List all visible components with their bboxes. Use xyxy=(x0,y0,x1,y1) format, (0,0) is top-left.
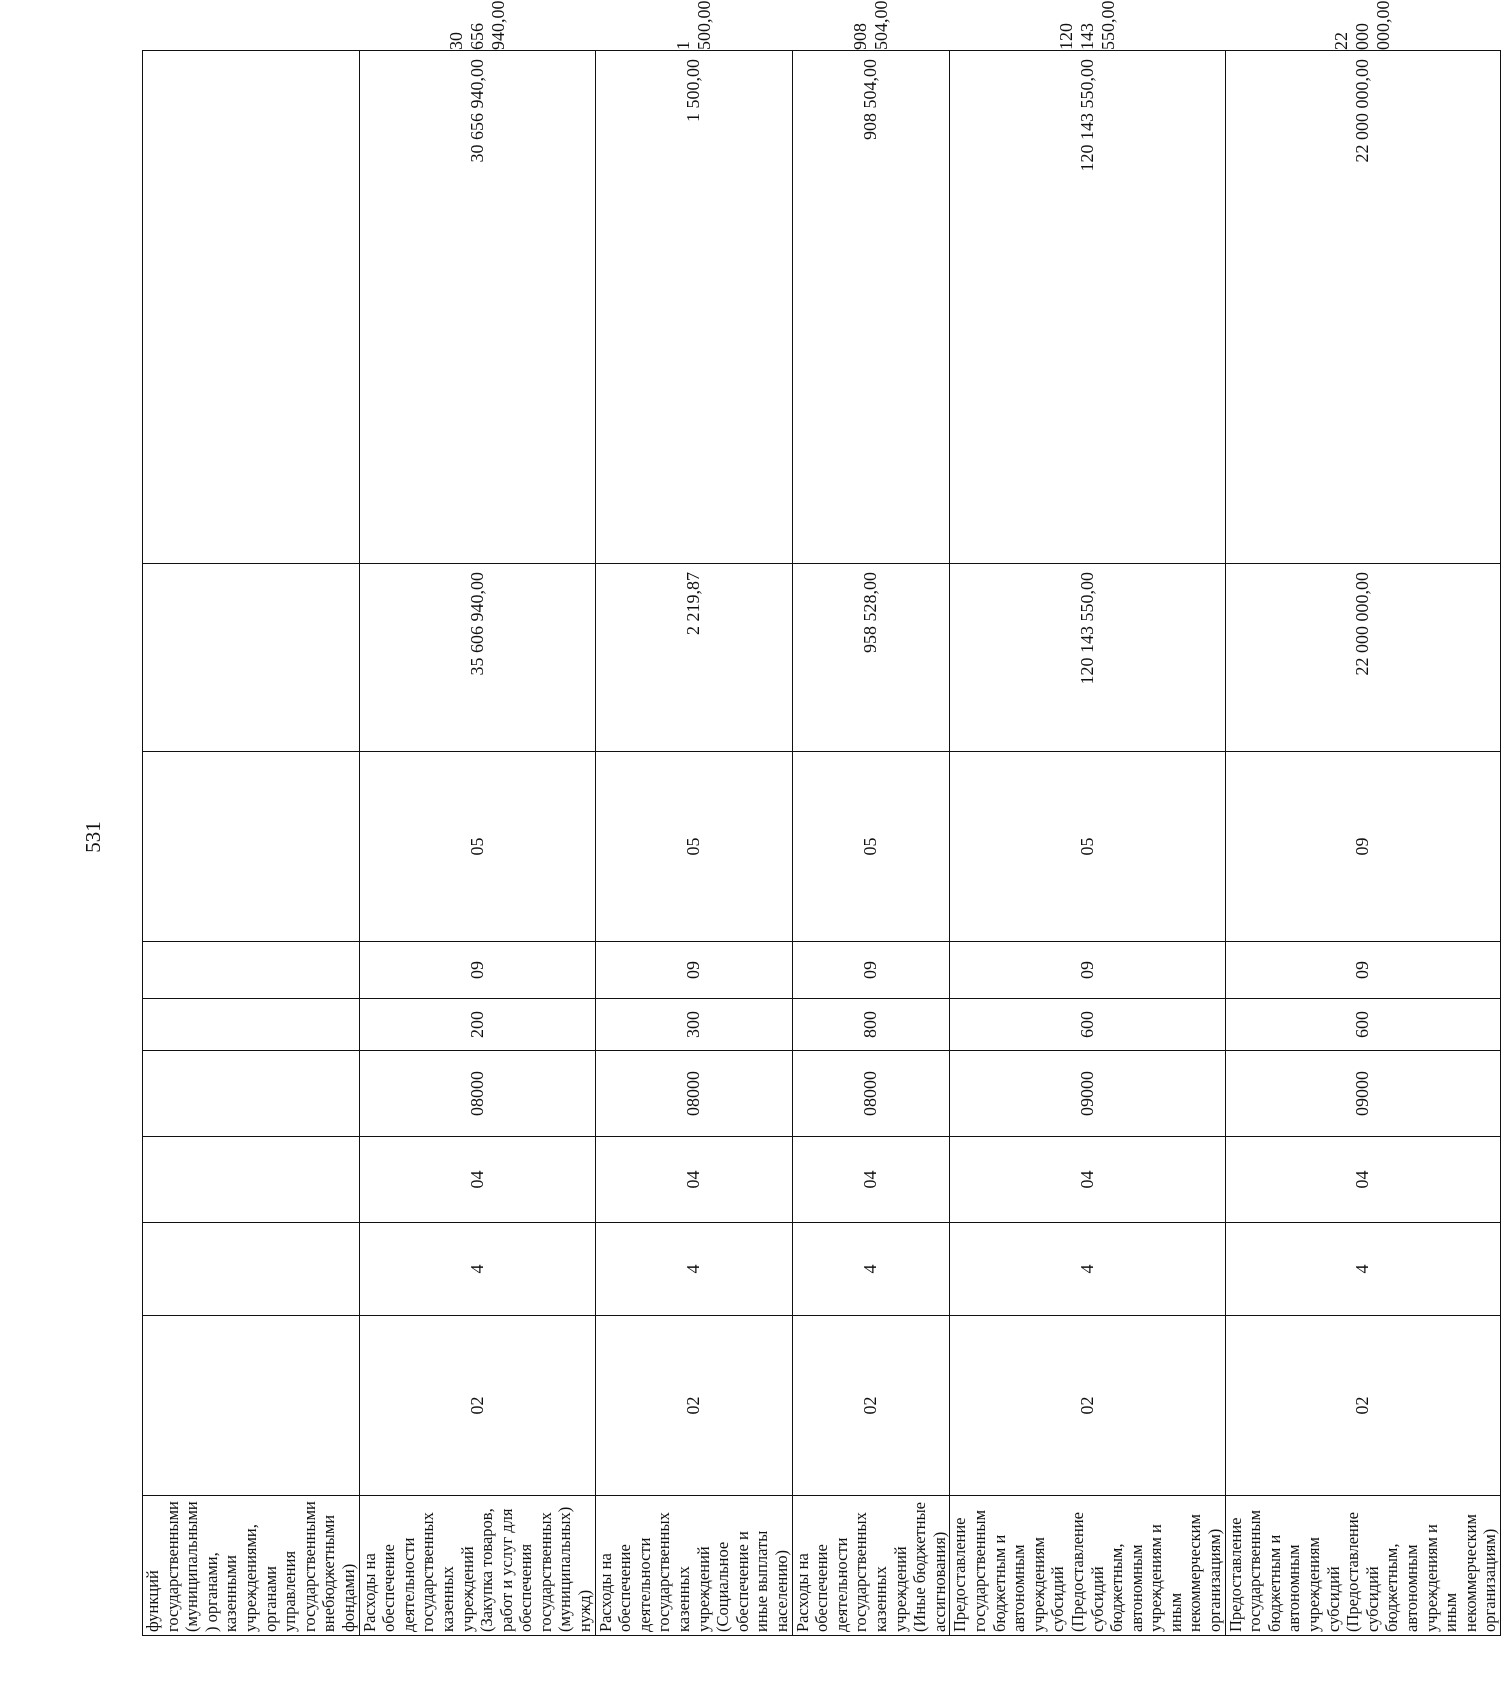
cell-code-1: 02 xyxy=(792,1316,950,1496)
cell-code-1: 02 xyxy=(595,1316,792,1496)
cell-code-6: 09 xyxy=(950,942,1225,999)
page-number: 531 xyxy=(81,821,105,853)
cell-code-3: 04 xyxy=(595,1137,792,1223)
cell-code-3: 04 xyxy=(1225,1137,1500,1223)
cell-code-7: 05 xyxy=(595,752,792,942)
cell-code-1: 02 xyxy=(359,1316,595,1496)
table-row: Предоставление государственным бюджетным и автономным учреждениям субсидий (Предоставление субсидий бюджетным, автономным учреждениям и иным некоммерческим организациям) 02 4 04 09000 600 09 05 120 143 550,00 120 143 550,00 120 143 550,00 xyxy=(950,51,1225,1636)
cell-code-6: 09 xyxy=(359,942,595,999)
cell-code-2: 4 xyxy=(792,1223,950,1316)
cell-amount-1: 22 000 000,00 xyxy=(1225,564,1500,752)
cell-code-3: 04 xyxy=(359,1137,595,1223)
cell-amount-2: 120 143 550,00 xyxy=(950,51,1225,564)
cell-code-2 xyxy=(143,1223,360,1316)
table-row: Расходы на обеспечение деятельности государственных казенных учреждений (Закупка товаров, работ и услуг для обеспечения государственных (муниципальных) нужд) 02 4 04 08000 200 09 05 35 606 940,00 30 656 940,00 30 656 940,00 xyxy=(359,51,595,1636)
cell-code-5 xyxy=(143,999,360,1051)
cell-amount-2: 908 504,00 xyxy=(792,51,950,564)
cell-amount-2: 22 000 000,00 xyxy=(1225,51,1500,564)
cell-code-2: 4 xyxy=(595,1223,792,1316)
cell-code-5: 200 xyxy=(359,999,595,1051)
cell-amount-2: 1 500,00 xyxy=(595,51,792,564)
cell-code-1 xyxy=(143,1316,360,1496)
cell-code-4: 08000 xyxy=(595,1051,792,1137)
cell-amount-1: 958 528,00 xyxy=(792,564,950,752)
cell-code-3: 04 xyxy=(792,1137,950,1223)
cell-code-5: 600 xyxy=(950,999,1225,1051)
cell-code-6: 09 xyxy=(595,942,792,999)
cell-code-6: 09 xyxy=(792,942,950,999)
cell-code-1: 02 xyxy=(1225,1316,1500,1496)
cell-code-2: 4 xyxy=(359,1223,595,1316)
cell-code-7: 05 xyxy=(950,752,1225,942)
row-name: Расходы на обеспечение деятельности государственных казенных учреждений (Иные бюджетные ассигнования) xyxy=(792,1496,950,1636)
cell-amount-2 xyxy=(143,51,360,564)
table-row xyxy=(143,51,360,1636)
row-name: Расходы на обеспечение деятельности государственных казенных учреждений (Социальное обеспечение и иные выплаты населению) xyxy=(595,1496,792,1636)
table-row: Расходы на обеспечение деятельности государственных казенных учреждений (Иные бюджетные ассигнования) 02 4 04 08000 800 09 05 958 528,00 908 504,00 908 504,00 xyxy=(792,51,950,1636)
cell-amount-1: 35 606 940,00 xyxy=(359,564,595,752)
cell-code-4: 09000 xyxy=(950,1051,1225,1137)
cell-code-4: 09000 xyxy=(1225,1051,1500,1137)
cell-code-7: 05 xyxy=(359,752,595,942)
cell-code-6 xyxy=(143,942,360,999)
row-name: Расходы на обеспечение деятельности государственных казенных учреждений (Закупка товаров, работ и услуг для обеспечения государственных (муниципальных) нужд) xyxy=(359,1496,595,1636)
row-name: Предоставление государственным бюджетным и автономным учреждениям субсидий (Предоставление субсидий бюджетным, автономным учреждениям и иным некоммерческим организациям) xyxy=(1225,1496,1500,1636)
row-name: Предоставление государственным бюджетным и автономным учреждениям субсидий (Предоставление субсидий бюджетным, автономным учреждениям и иным некоммерческим организациям) xyxy=(950,1496,1225,1636)
cell-code-1: 02 xyxy=(950,1316,1225,1496)
cell-code-7 xyxy=(143,752,360,942)
cell-code-2: 4 xyxy=(950,1223,1225,1316)
cell-code-4 xyxy=(143,1051,360,1137)
table-row: Расходы на обеспечение деятельности государственных казенных учреждений (Социальное обеспечение и иные выплаты населению) 02 4 04 08000 300 09 05 2 219,87 1 500,00 1 500,00 xyxy=(595,51,792,1636)
cell-amount-1: 120 143 550,00 xyxy=(950,564,1225,752)
budget-table-frame xyxy=(142,0,1500,1636)
cell-code-7: 09 xyxy=(1225,752,1500,942)
table-row: Предоставление государственным бюджетным и автономным учреждениям субсидий (Предоставление субсидий бюджетным, автономным учреждениям и иным некоммерческим организациям) 02 4 04 09000 600 09 09 22 000 000,00 22 000 000,00 22 000 000,00 xyxy=(1225,51,1500,1636)
cell-code-4: 08000 xyxy=(792,1051,950,1137)
cell-amount-1 xyxy=(143,564,360,752)
cell-code-7: 05 xyxy=(792,752,950,942)
cell-code-3: 04 xyxy=(950,1137,1225,1223)
cell-code-4: 08000 xyxy=(359,1051,595,1137)
cell-code-5: 300 xyxy=(595,999,792,1051)
cell-code-6: 09 xyxy=(1225,942,1500,999)
cell-code-2: 4 xyxy=(1225,1223,1500,1316)
cell-amount-1: 2 219,87 xyxy=(595,564,792,752)
row-name: функций государственными (муниципальными) органами, казенными учреждениями, органами управления государственными внебюджетными фондами) xyxy=(143,1496,360,1636)
cell-code-5: 600 xyxy=(1225,999,1500,1051)
cell-code-3 xyxy=(143,1137,360,1223)
budget-table xyxy=(142,0,1501,1636)
cell-amount-2: 30 656 940,00 xyxy=(359,51,595,564)
cell-code-5: 800 xyxy=(792,999,950,1051)
